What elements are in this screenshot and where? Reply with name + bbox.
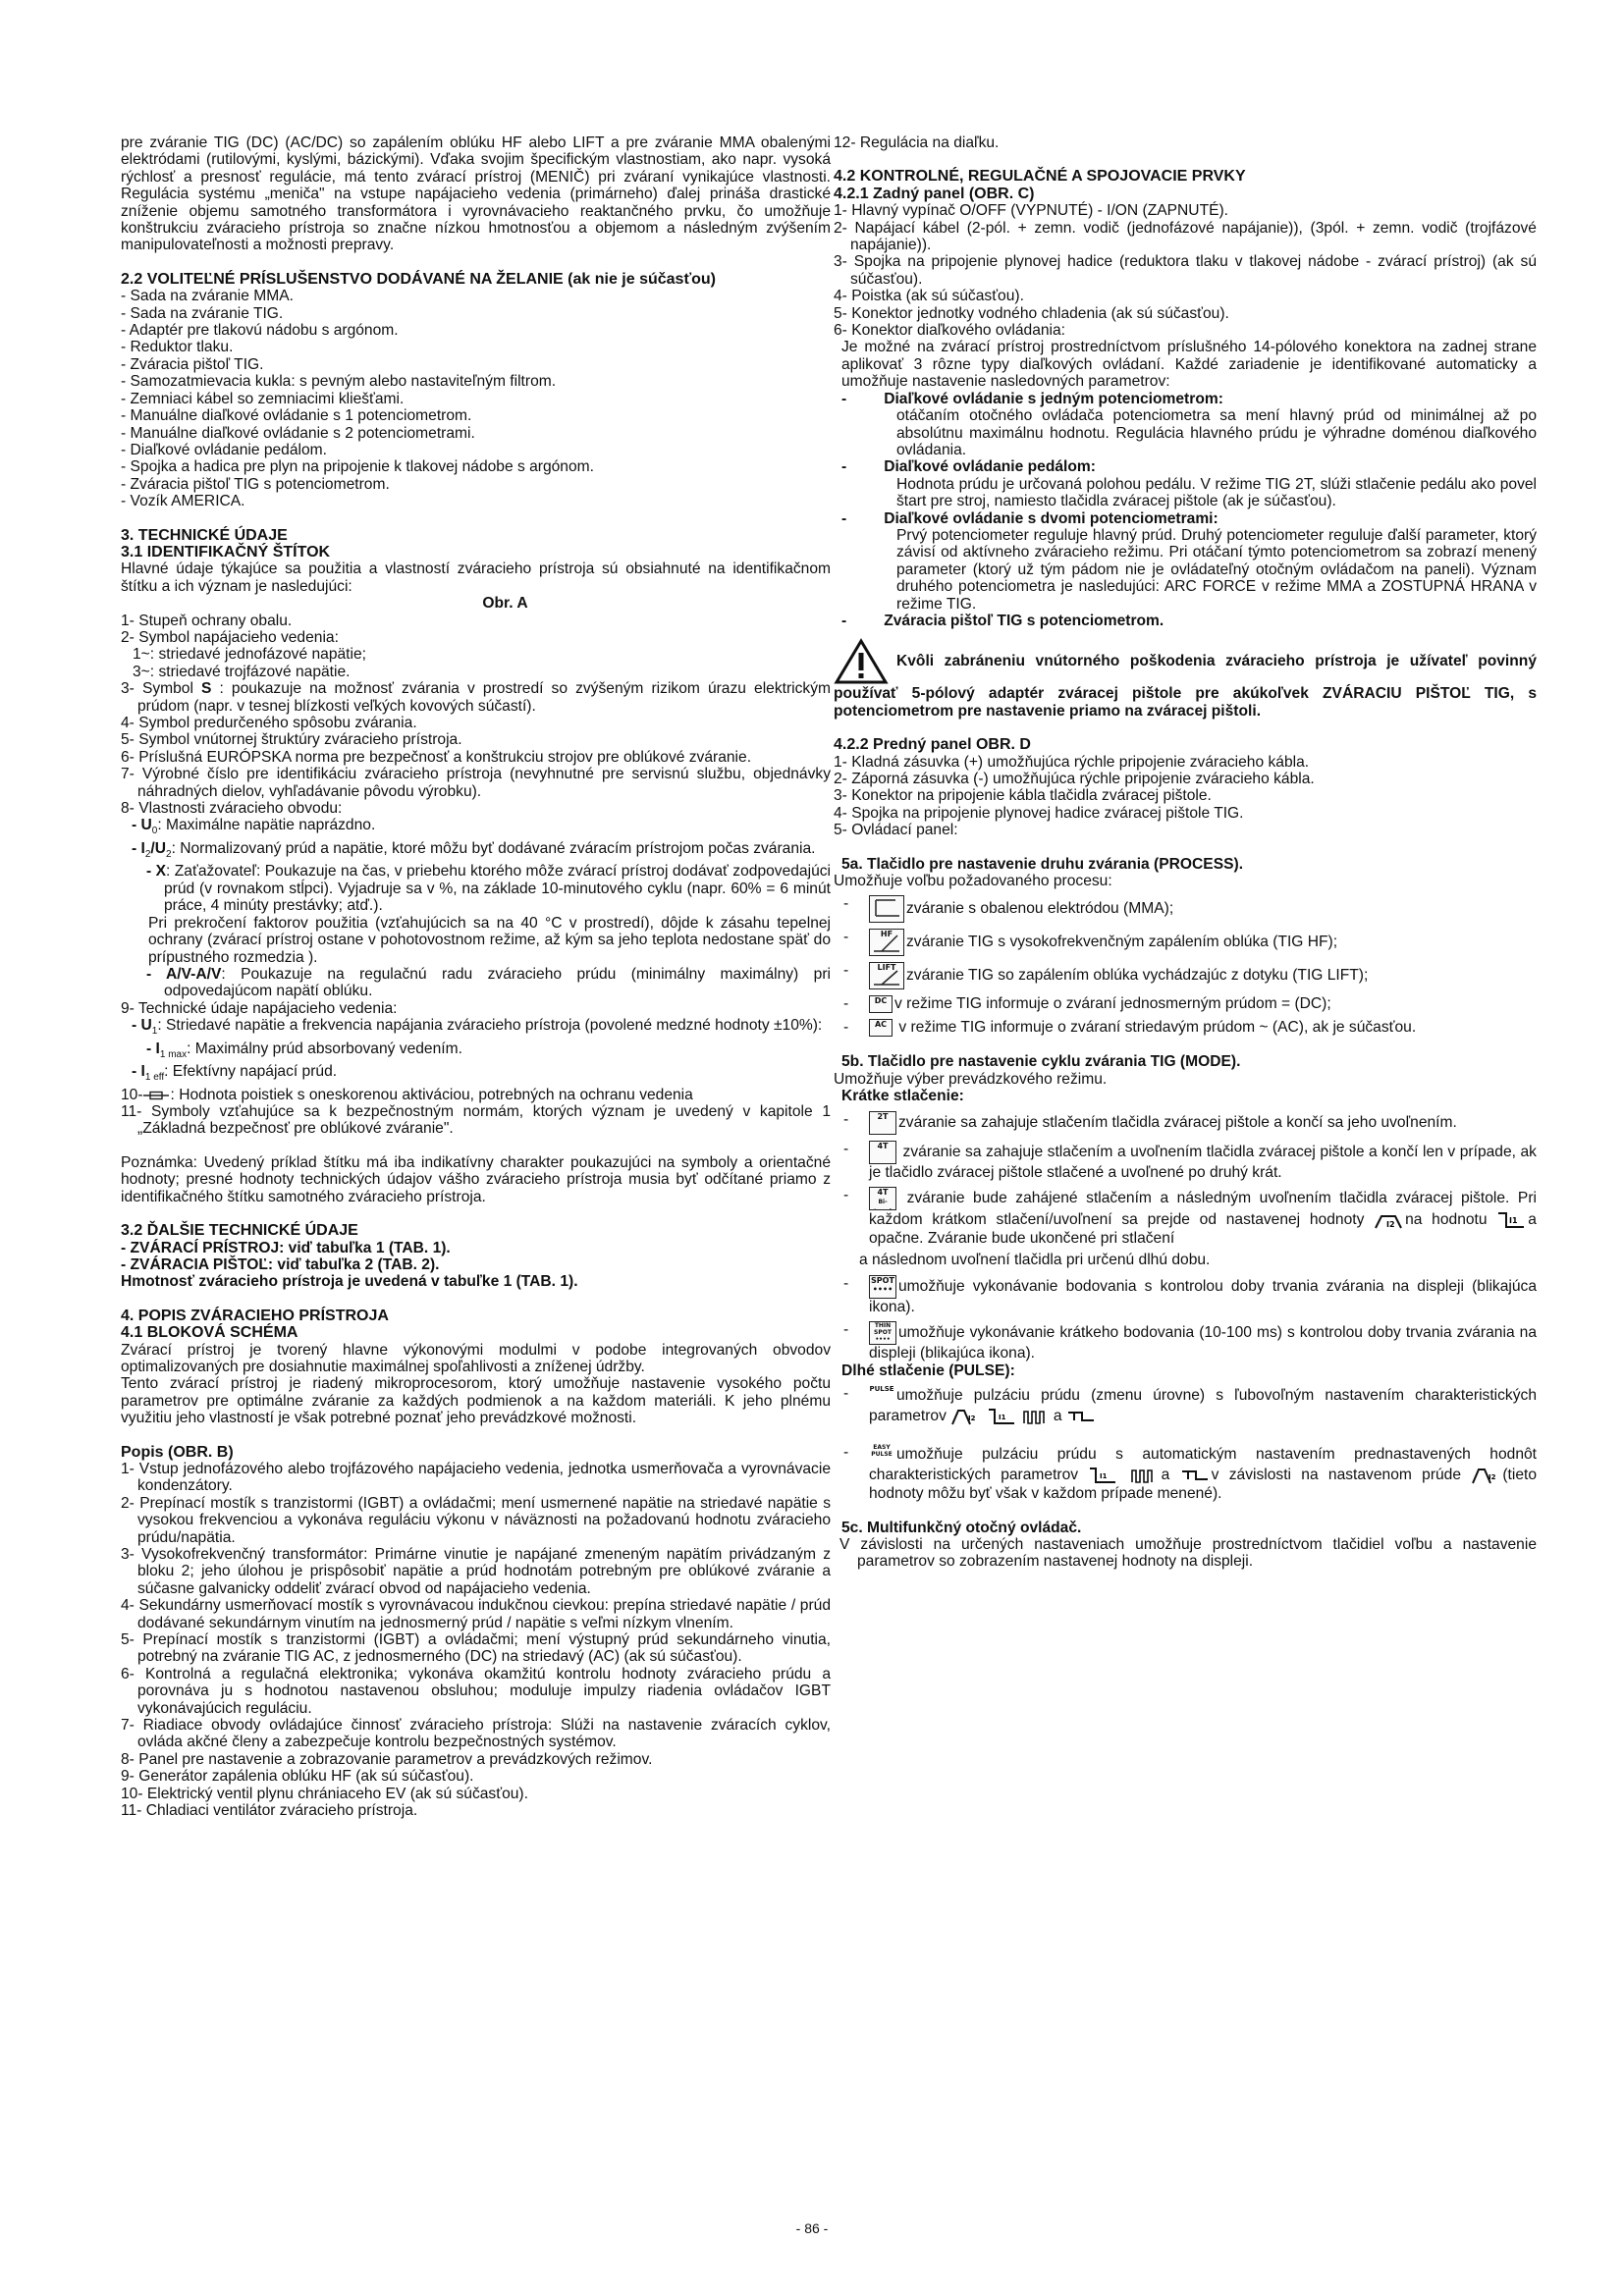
balance-icon-2: [1180, 1466, 1210, 1485]
description-item-3: 3- Vysokofrekvenčný transformátor: Primárne vinutie je napájané zmeneným napätím privádzaným z bloku 2; jeho úlohou je prispôsobiť napätie a prúd hodnotám potrebným pre oblúkové zváranie a súčasne galvanicky oddeliť zvárací obvod od napájacieho vedenia.: [121, 1546, 831, 1597]
tig-hf-icon: [869, 929, 904, 956]
i1-base-icon-2: [1088, 1466, 1117, 1485]
svg-text:I2: I2: [968, 1415, 976, 1423]
plate-item-7: 7- Výrobné číslo pre identifikáciu zváracieho prístroja (nevyhnutné pre servisnú službu, objednávky náhradných dielov, vyhľadávanie pôvodu výrobku).: [121, 766, 831, 800]
description-item-9: 9- Generátor zapálenia oblúku HF (ak sú súčasťou).: [121, 1768, 474, 1786]
section-5a-title: 5a. Tlačidlo pre nastavenie druhu zvárania (PROCESS).: [841, 855, 1244, 873]
i2-symbol: - I: [132, 839, 145, 857]
remote-2-text: Hodnota prúdu je určovaná polohou pedálu. V režime TIG 2T, slúži stlačenie pedálu ako povel štart pre stroj, namiesto tlačidla zváracej pištole (ak je súčasťou).: [896, 475, 1537, 510]
mode-thin-spot: - THIN SPOT •••• umožňuje vykonávanie krátkeho bodovania (10-100 ms) s kontrolou doby trvania zvárania na displeji (blikajúca ikona).: [843, 1321, 1537, 1362]
plate-item-10-text: : Hodnota poistiek s oneskorenou aktiváciou, potrebných na ochranu vedenia: [170, 1086, 693, 1103]
section-4-1-p2: Tento zvárací prístroj je riadený mikroprocesorom, ktorý umožňuje nastavenie vysokého počtu parametrov pre optimálne zváranie za každých podmienok a na každom materiáli. K jeho plnému využitiu jeho vlastností je však potrebné poznať jeho prevádzkové možnosti.: [121, 1375, 831, 1427]
easy-pulse-icon: [869, 1444, 894, 1466]
section-4-1-p1: Zvárací prístroj je tvorený hlavne výkonovými modulmi v podobe integrovaných obvodov optimalizovaných pre dosiahnutie maximálnej spoľahlivosti a zníženej údržby.: [121, 1341, 831, 1375]
i1eff-text: : Efektívny napájací prúd.: [164, 1063, 338, 1081]
mode-4t-text: zváranie sa zahajuje stlačením a uvoľnením tlačidla zváracej pištole a končí len v prípade, ak je tlačidlo zváracej pištole stlačené a uvoľnené po druhý krát.: [869, 1143, 1537, 1181]
plate-item-8d: [121, 966, 831, 1000]
mode-pulse-text: umožňuje pulzáciu prúdu (zmenu úrovne) s ľubovoľným nastavením charakteristických parametrov: [869, 1387, 1537, 1425]
u1-symbol: - U: [132, 1017, 152, 1035]
av-text: : Poukazuje na regulačnú radu zváracieho prúdu (minimálny maximálny) pri odpovedajúcom napätí oblúku.: [164, 965, 831, 1000]
remote-4-title-text: Zváracia pištoľ TIG s potenciometrom.: [884, 612, 1164, 629]
description-item-4: 4- Sekundárny usmerňovací mostík s vyrovnávacou indukčnou cievkou: prepína striedavé napätie / prúd dodávané sekundárnym vinutím na jednosmerný prúd / napätie s veľmi nízkym vlnením.: [121, 1597, 831, 1631]
spot-icon: SPOT ••••: [869, 1275, 896, 1299]
note-paragraph: Poznámka: Uvedený príklad štítku má iba indikatívny charakter poukazujúci na symboly a orientačné hodnoty; presné hodnoty technických údajov vášho zváracieho prístroja musia byť odčítané priamo z identifikačného štítku samotného zváracieho prístroja.: [121, 1153, 831, 1205]
tech-torch-ref: - ZVÁRACIA PIŠTOĽ: viď tabuľka 2 (TAB. 2).: [121, 1255, 440, 1273]
warning-text: Kvôli zabráneniu vnútorného poškodenia zváracieho prístroja je užívateľ povinný používať 5-pólový adaptér zváracej pištole pre akúkoľvek ZVÁRACIU PIŠTOĽ TIG, s potenciometrom pre nastavenie priamo na zváracej pištoli.: [834, 653, 1537, 720]
section-3-1-title: 3.1 IDENTIFIKAČNÝ ŠTÍTOK: [121, 543, 331, 561]
plate-item-8c-note: Pri prekročení faktorov použitia (vzťahujúcich sa na 40 °C v prostredí), dôjde k zásahu tepelnej ochrany (zvárací prístroj ostane v pohotovostnom režime, až kým sa jeho teplota nedostane späť do prípustného rozmedzia ).: [148, 914, 831, 966]
accessory-item-1: - Sada na zváranie MMA.: [121, 288, 294, 305]
av-symbol: - A/V-A/V: [146, 965, 222, 983]
mode-2t: - 2T zváranie sa zahajuje stlačením tlačidla zváracej pištole a končí sa jeho uvoľnením.: [834, 1111, 1537, 1135]
dc-icon: [869, 995, 893, 1013]
description-item-8: 8- Panel pre nastavenie a zobrazovanie parametrov a prevádzkových režimov.: [121, 1750, 653, 1768]
long-press-title: Dlhé stlačenie (PULSE):: [841, 1362, 1015, 1379]
description-title: Popis (OBR. B): [121, 1443, 234, 1461]
spot-icon-label: SPOT: [871, 1275, 894, 1285]
u1-sub: 1: [151, 1026, 158, 1038]
svg-text:I1: I1: [1100, 1472, 1108, 1481]
mode-bilevel-end: a následnom uvoľnení tlačidla pri určenú dlhú dobu.: [859, 1252, 1211, 1269]
mode-bilevel-mid2: a opačne. Zváranie bude ukončené pri stlačení: [869, 1211, 1537, 1248]
rear-panel-item-5: 5- Konektor jednotky vodného chladenia (ak sú súčasťou).: [834, 304, 1229, 322]
mode-thin-spot-text: umožňuje vykonávanie krátkeho bodovania (10-100 ms) s kontrolou doby trvania zvárania na displeji (blikajúca ikona).: [869, 1324, 1537, 1362]
mode-4t-icon-label: 4T: [877, 1141, 889, 1150]
mode-bilevel-text: zváranie bude zahájené stlačením a následným uvoľnením tlačidla zváracej pištole. Pri každom krátkom stlačení/uvoľnení sa prejde od nastavenej hodnoty: [869, 1190, 1537, 1229]
plate-item-8c: [121, 863, 831, 914]
remote-4-title: - Zváracia pištoľ TIG s potenciometrom.: [841, 612, 1164, 629]
process-dc: - DC v režime TIG informuje o zváraní jednosmerným prúdom = (DC);: [843, 995, 1331, 1013]
pulse-icon: [869, 1385, 894, 1407]
section-4-2-1-title: 4.2.1 Zadný panel (OBR. C): [834, 185, 1035, 202]
i1eff-symbol: - I: [132, 1063, 145, 1081]
mode-2t-icon: [869, 1111, 896, 1135]
remote-3-text: Prvý potenciometer reguluje hlavný prúd. Druhý potenciometer reguluje ďalší parameter, ktorý závisí od aktívneho zváracieho režimu. Pri otáčaní týmto potenciometrom sa zobrazí menený parameter (ktorý už tým pádom nie je ovládateľný otočným ovládačom na paneli). Význam druhého potenciometra je nasledujúci: ARC FORCE v režime MMA a ZOSTUPNÁ HRANA v režime TIG.: [896, 526, 1537, 613]
u0-sub: 0: [151, 826, 158, 837]
section-4-2-2-title: 4.2.2 Predný panel OBR. D: [834, 736, 1031, 754]
mma-electrode-icon: [869, 895, 904, 923]
mode-bilevel-icon-label: 4T: [877, 1188, 889, 1198]
section-5a-text: Umožňuje voľbu požadovaného procesu:: [834, 873, 1112, 890]
left-column: [121, 134, 831, 1820]
pulse-icon-label: PULSE: [869, 1385, 894, 1394]
description-item-6: 6- Kontrolná a regulačná elektronika; vykonáva okamžitú kontrolu hodnoty zváracieho prúdu a porovnáva ju s hodnotou nastavenou obsluhou; moduluje impulzy riadenia ovládačov IGBT vykonávajúcich reguláciu.: [121, 1665, 831, 1717]
accessory-item-4: - Reduktor tlaku.: [121, 339, 234, 356]
u0-text: : Maximálne napätie naprázdno.: [157, 817, 376, 834]
process-ac: - AC v režime TIG informuje o zváraní striedavým prúdom ~ (AC), ak je súčasťou.: [843, 1019, 1417, 1037]
plate-item-9c: [121, 1063, 831, 1087]
frequency-icon: [1022, 1407, 1052, 1426]
description-item-1: 1- Vstup jednofázového alebo trojfázového napájacieho vedenia, jednotka usmerňovača a vyrovnávacie kondenzátory.: [121, 1460, 831, 1495]
plate-item-1: 1- Stupeň ochrany obalu.: [121, 612, 293, 629]
warning-paragraph: [834, 638, 1537, 720]
plate-item-2b: 3~: striedavé trojfázové napätie.: [133, 663, 351, 680]
accessory-item-9: - Manuálne diaľkové ovládanie s 2 potenciometrami.: [121, 424, 475, 442]
process-ac-text: v režime TIG informuje o zváraní striedavým prúdom ~ (AC), ak je súčasťou.: [898, 1019, 1417, 1037]
u1-text: : Striedavé napätie a frekvencia napájania zváracieho prístroja (povolené medzné hodnoty ±10%):: [157, 1017, 823, 1035]
svg-text:I2: I2: [1386, 1220, 1395, 1230]
u2-symbol: /U: [150, 839, 167, 857]
x-symbol: - X: [146, 863, 167, 881]
thin-spot-icon-label: THIN SPOT: [874, 1322, 892, 1337]
frequency-icon-2: [1130, 1466, 1160, 1485]
item-12: 12- Regulácia na diaľku.: [834, 134, 1000, 151]
mode-easy-pulse-note: (tieto hodnoty môžu byť však v každom prípade menené).: [869, 1467, 1537, 1503]
plate-item-4: 4- Symbol predurčeného spôsobu zvárania.: [121, 715, 417, 731]
plate-item-8b: [121, 840, 831, 864]
i2-text: : Normalizovaný prúd a napätie, ktoré môžu byť dodávané zváracím prístrojom počas zvárania.: [171, 839, 816, 857]
process-tig-lift-text: zváranie TIG so zapálením oblúka vychádzajúc z dotyku (TIG LIFT);: [906, 967, 1369, 985]
accessory-item-11: - Spojka a hadica pre plyn na pripojenie k tlakovej nádobe s argónom.: [121, 458, 594, 476]
i2-level-icon: [1374, 1210, 1403, 1230]
mode-easy-pulse-dep: v závislosti na nastavenom prúde: [1211, 1467, 1462, 1484]
tig-hf-icon-label: HF: [880, 930, 893, 939]
tech-welder-ref: - ZVÁRACÍ PRÍSTROJ: viď tabuľka 1 (TAB. 1).: [121, 1239, 451, 1256]
mode-spot-text: umožňuje vykonávanie bodovania s kontrolou doby trvania zvárania na displeji (blikajúca ikona).: [869, 1278, 1537, 1315]
section-3-2-title: 3.2 ĎALŠIE TECHNICKÉ ÚDAJE: [121, 1222, 358, 1240]
mode-easy-pulse-text: umožňuje pulzáciu prúdu s automatickým nastavením prednastavených hodnôt charakteristických parametrov: [869, 1446, 1537, 1484]
process-mma-text: zváranie s obalenou elektródou (MMA);: [906, 900, 1174, 918]
front-panel-item-3: 3- Konektor na pripojenie kábla tlačidla zváracej pištole.: [834, 787, 1212, 805]
front-panel-item-5: 5- Ovládací panel:: [834, 822, 958, 839]
section-4-2-title: 4.2 KONTROLNÉ, REGULAČNÉ A SPOJOVACIE PRVKY: [834, 168, 1246, 186]
mode-easy-pulse: - EASY PULSE umožňuje pulzáciu prúdu s automatickým nastavením prednastavených hodnôt charakteristických parametrov I1 a v závislosti na nastavenom prúde I2 (tieto hodnoty môžu byť však v každom prípade menené).: [843, 1444, 1537, 1503]
accessories-list: [121, 288, 831, 509]
remote-intro: Je možné na zvárací prístroj prostredníctvom príslušného 14-pólového konektora na zadnej strane aplikovať 3 rôzne typy diaľkových ovládaní. Každé zariadenie je identifikované automaticky a umožňuje nastavenie nasledovných parametrov:: [841, 339, 1537, 391]
plate-item-10: [121, 1087, 831, 1103]
plate-item-9a: [121, 1017, 831, 1041]
ac-icon-label: AC: [874, 1020, 888, 1030]
tig-lift-icon: [869, 962, 904, 989]
mode-bilevel-icon-sub: Bi-: [878, 1199, 888, 1206]
plate-item-6: 6- Príslušná EURÓPSKA norma pre bezpečnosť a konštrukciu strojov pre oblúkové zváranie.: [121, 748, 752, 766]
plate-item-3-pre: 3- Symbol: [121, 680, 202, 698]
plate-item-2a: 1~: striedavé jednofázové napätie;: [133, 646, 366, 664]
figure-a-label: Obr. A: [482, 595, 528, 613]
mode-bilevel-icon: [869, 1187, 896, 1210]
process-tig-hf-text: zváranie TIG s vysokofrekvenčným zapálením oblúka (TIG HF);: [906, 934, 1338, 951]
description-item-5: 5- Prepínací mostík s tranzistormi (IGBT) a ovládačmi; mení výstupný prúd sekundárneho vinutia, potrebný na zváranie TIG AC, z jednosmerného (DC) na striedavý (AC) (ak sú súčasťou).: [121, 1631, 831, 1666]
rear-panel-list: [834, 202, 1537, 339]
short-press-title: Krátke stlačenie:: [841, 1088, 964, 1105]
plate-item-9b: [121, 1041, 831, 1064]
mode-4t: - 4T zváranie sa zahajuje stlačením a uvoľnením tlačidla zváracej pištole a končí len v prípade, ak je tlačidlo zváracej pištole stlačené a uvoľnené po druhý krát.: [843, 1140, 1537, 1181]
remote-1-title-text: Diaľkové ovládanie s jedným potenciometrom:: [884, 390, 1223, 407]
warning-icon: [834, 638, 889, 685]
section-3-title: 3. TECHNICKÉ ÚDAJE: [121, 526, 288, 544]
section-2-2-title: 2.2 VOLITEĽNÉ PRÍSLUŠENSTVO DODÁVANÉ NA ŽELANIE (ak nie je súčasťou): [121, 270, 716, 288]
i1max-symbol: - I: [146, 1040, 160, 1057]
description-item-11: 11- Chladiaci ventilátor zváracieho prístroja.: [121, 1802, 418, 1820]
rear-panel-item-3: 3- Spojka na pripojenie plynovej hadice (reduktora tlaku v tlakovej nádobe - zvárací prístroj) (ak sú súčasťou).: [834, 253, 1537, 288]
plate-item-3: [121, 680, 831, 715]
accessory-item-12: - Zváracia pištoľ TIG s potenciometrom.: [121, 475, 390, 493]
dc-icon-label: DC: [874, 996, 888, 1006]
plate-item-3-text: : poukazuje na možnosť zvárania v prostredí so zvýšeným rizikom úrazu elektrickým prúdom (napr. v tesnej blízkosti veľkých kovových súčastí).: [137, 680, 832, 715]
process-mma: - zváranie s obalenou elektródou (MMA);: [834, 895, 1537, 923]
section-5c-text: V závislosti na určených nastaveniach umožňuje prostredníctvom tlačidiel voľbu a nastavenie parametrov so zobrazením nastavenej hodnoty na displeji.: [839, 1535, 1537, 1571]
remote-2-title-text: Diaľkové ovládanie pedálom:: [884, 458, 1096, 476]
rear-panel-item-4: 4- Poistka (ak sú súčasťou).: [834, 288, 1024, 305]
remote-1-title: - Diaľkové ovládanie s jedným potenciometrom:: [841, 390, 1223, 407]
svg-text:I1: I1: [998, 1414, 1006, 1422]
i1-level-icon: [1496, 1210, 1526, 1230]
i2-peak-icon: [950, 1407, 980, 1426]
fuse-icon: [143, 1091, 169, 1100]
tig-lift-icon-label: LIFT: [877, 963, 896, 973]
accessory-item-13: - Vozík AMERICA.: [121, 493, 245, 510]
mode-pulse: - PULSE umožňuje pulzáciu prúdu (zmenu úrovne) s ľubovoľným nastavením charakteristických parametrov I2 I1 a: [843, 1385, 1537, 1425]
plate-item-8: 8- Vlastnosti zváracieho obvodu:: [121, 800, 343, 818]
i2-peak-icon-2: [1471, 1466, 1500, 1485]
accessory-item-2: - Sada na zváranie TIG.: [121, 304, 284, 322]
description-list: [121, 1461, 831, 1820]
mode-pulse-and: a: [1053, 1408, 1062, 1425]
i1max-text: : Maximálny prúd absorbovaný vedením.: [187, 1040, 462, 1057]
mode-spot: - SPOT •••• umožňuje vykonávanie bodovania s kontrolou doby trvania zvárania na displeji (blikajúca ikona).: [843, 1274, 1537, 1315]
easy-pulse-icon-label: EASY PULSE: [871, 1444, 893, 1459]
process-tig-hf: - HF zváranie TIG s vysokofrekvenčným zapálením oblúka (TIG HF);: [834, 929, 1537, 956]
front-panel-list: [834, 754, 1537, 839]
svg-text:I1: I1: [1509, 1216, 1518, 1226]
description-item-7: 7- Riadiace obvody ovládajúce činnosť zváracieho prístroja: Slúži na nastavenie zváracích cyklov, ovláda akčné členy a zabezpečuje kontrolu bezpečnostných systémov.: [121, 1717, 831, 1751]
mode-2t-text: zváranie sa zahajuje stlačením tlačidla zváracej pištole a končí sa jeho uvoľnením.: [898, 1113, 1457, 1131]
intro-paragraph: pre zváranie TIG (DC) (AC/DC) so zapálením oblúku HF alebo LIFT a pre zváranie MMA obalenými elektródami (rutilovými, kyslými, bázickými). Vďaka svojim špecifickým vlastnostiam, ako napr. vysoká rýchlosť a presnosť regulácie, má tento zvárací prístroj (MENIČ) pri zváraní vynikajúce vlastnosti. Regulácia systému „meniča" na vstupe napájacieho vedenia (primárneho) ďalej prináša drastické zníženie objemu samotného transformátora i vyrovnávacieho reaktančného prvku, čo umožňuje konštrukciu zváracieho prístroja so značne nízkou hmotnosťou a objemom a následným zvýšením manipulovateľnosti a možnosti prepravy.: [121, 134, 831, 254]
front-panel-item-1: 1- Kladná zásuvka (+) umožňujúca rýchle pripojenie zváracieho kábla.: [834, 753, 1310, 771]
u2-sub: 2: [166, 849, 172, 861]
balance-icon: [1066, 1407, 1096, 1426]
plate-item-5: 5- Symbol vnútornej štruktúry zváracieho prístroja.: [121, 731, 462, 749]
remote-2-title: - Diaľkové ovládanie pedálom:: [841, 458, 1096, 476]
right-column: [834, 134, 1537, 1571]
accessory-item-5: - Zváracia pištoľ TIG.: [121, 355, 264, 373]
description-item-2: 2- Prepínací mostík s tranzistormi (IGBT) a ovládačmi; mení usmernené napätie na striedavé napätie s vysokou frekvenciou a vykonáva reguláciu výkonu v náväznosti na požadovanú hodnotu zváracieho prúdu/napätia.: [121, 1494, 831, 1546]
accessory-item-3: - Adaptér pre tlakovú nádobu s argónom.: [121, 322, 399, 340]
accessory-item-10: - Diaľkové ovládanie pedálom.: [121, 441, 327, 458]
plate-item-3-symbol: S: [201, 680, 212, 698]
i1max-sub: 1 max: [159, 1048, 188, 1060]
rear-panel-item-6: 6- Konektor diaľkového ovládania:: [834, 322, 1066, 340]
section-4-title: 4. POPIS ZVÁRACIEHO PRÍSTROJA: [121, 1307, 389, 1324]
description-item-10: 10- Elektrický ventil plynu chrániaceho EV (ak sú súčasťou).: [121, 1785, 528, 1802]
mode-2t-icon-label: 2T: [877, 1111, 889, 1121]
front-panel-item-2: 2- Záporná zásuvka (-) umožňujúca rýchle pripojenie zváracieho kábla.: [834, 771, 1315, 787]
section-5b-text: Umožňuje výber prevádzkového režimu.: [834, 1070, 1108, 1088]
remote-1-text: otáčaním otočného ovládača potenciometra sa mení hlavný prúd od minimálnej až po absolútnu maximálnu hodnotu. Regulácia hlavného prúdu je výhradne doménou diaľkového ovládania.: [896, 407, 1537, 458]
ac-icon: [869, 1019, 893, 1037]
u0-symbol: - U: [132, 817, 152, 834]
accessory-item-7: - Zemniaci kábel so zemniacimi kliešťami.: [121, 390, 405, 407]
i1-base-icon: [987, 1407, 1016, 1426]
process-dc-text: v režime TIG informuje o zváraní jednosmerným prúdom = (DC);: [894, 995, 1331, 1013]
section-5b-title: 5b. Tlačidlo pre nastavenie cyklu zvárania TIG (MODE).: [841, 1053, 1241, 1071]
mode-easy-pulse-and: a: [1161, 1467, 1170, 1484]
front-panel-item-4: 4- Spojka na pripojenie plynovej hadice zváracej pištole TIG.: [834, 804, 1244, 822]
i1eff-sub: 1 eff: [144, 1072, 165, 1084]
section-5c-title: 5c. Multifunkčný otočný ovládač.: [841, 1519, 1082, 1536]
rear-panel-item-1: 1- Hlavný vypínač O/OFF (VYPNUTÉ) - I/ON (ZAPNUTÉ).: [834, 202, 1229, 220]
plate-item-2: 2- Symbol napájacieho vedenia:: [121, 628, 339, 646]
mode-4t-icon: [869, 1141, 896, 1164]
plate-item-9: 9- Technické údaje napájacieho vedenia:: [121, 999, 398, 1017]
x-text: : Zaťažovateľ: Poukazuje na čas, v priebehu ktorého môže zvárací prístroj dodávať zodpovedajúci prúd (v rovnakom stĺpci). Vyjadruje sa v %, na základe 10-minutového cyklu (napr. 60% = 6 minút práce, 4 minúty prestávky; atď.).: [164, 863, 831, 915]
process-tig-lift: - LIFT zváranie TIG so zapálením oblúka vychádzajúc z dotyku (TIG LIFT);: [834, 962, 1537, 989]
thin-spot-icon: THIN SPOT ••••: [869, 1321, 896, 1345]
svg-text:I2: I2: [1489, 1473, 1496, 1482]
i2-sub: 2: [144, 849, 151, 861]
plate-item-11: 11- Symboly vzťahujúce sa k bezpečnostným normám, ktorých význam je uvedený v kapitole 1 „Základná bezpečnosť pre oblúkové zváranie".: [121, 1103, 831, 1138]
rear-panel-item-2: 2- Napájací kábel (2-pól. + zemn. vodič (jednofázové napájanie)), (3pól. + zemn. vodič (trojfázové napájanie)).: [834, 219, 1537, 254]
page-number: - 86 -: [795, 2220, 829, 2236]
section-4-1-title: 4.1 BLOKOVÁ SCHÉMA: [121, 1324, 298, 1342]
remote-3-title-text: Diaľkové ovládanie s dvomi potenciometrami:: [884, 509, 1218, 527]
plate-item-8a: [121, 817, 831, 840]
mode-bilevel-mid1: na hodnotu: [1405, 1211, 1488, 1229]
section-3-1-text: Hlavné údaje týkajúce sa použitia a vlastností zváracieho prístroja sú obsiahnuté na identifikačnom štítku a ich význam je nasledujúci:: [121, 561, 831, 595]
plate-item-10-num: 10-: [121, 1086, 143, 1103]
accessory-item-8: - Manuálne diaľkové ovládanie s 1 potenciometrom.: [121, 407, 472, 425]
remote-3-title: - Diaľkové ovládanie s dvomi potenciometrami:: [841, 509, 1218, 527]
accessory-item-6: - Samozatmievacia kukla: s pevným alebo nastaviteľným filtrom.: [121, 373, 557, 391]
tech-weight-ref: Hmotnosť zváracieho prístroja je uvedená v tabuľke 1 (TAB. 1).: [121, 1273, 578, 1291]
mode-bilevel: - 4T Bi- zváranie bude zahájené stlačením a následným uvoľnením tlačidla zváracej pištole. Pri každom krátkom stlačení/uvoľnení sa prejde od nastavenej hodnoty I2 na hodnotu I1 a opačne. Zváranie bude ukončené pri stlačení: [843, 1187, 1537, 1248]
